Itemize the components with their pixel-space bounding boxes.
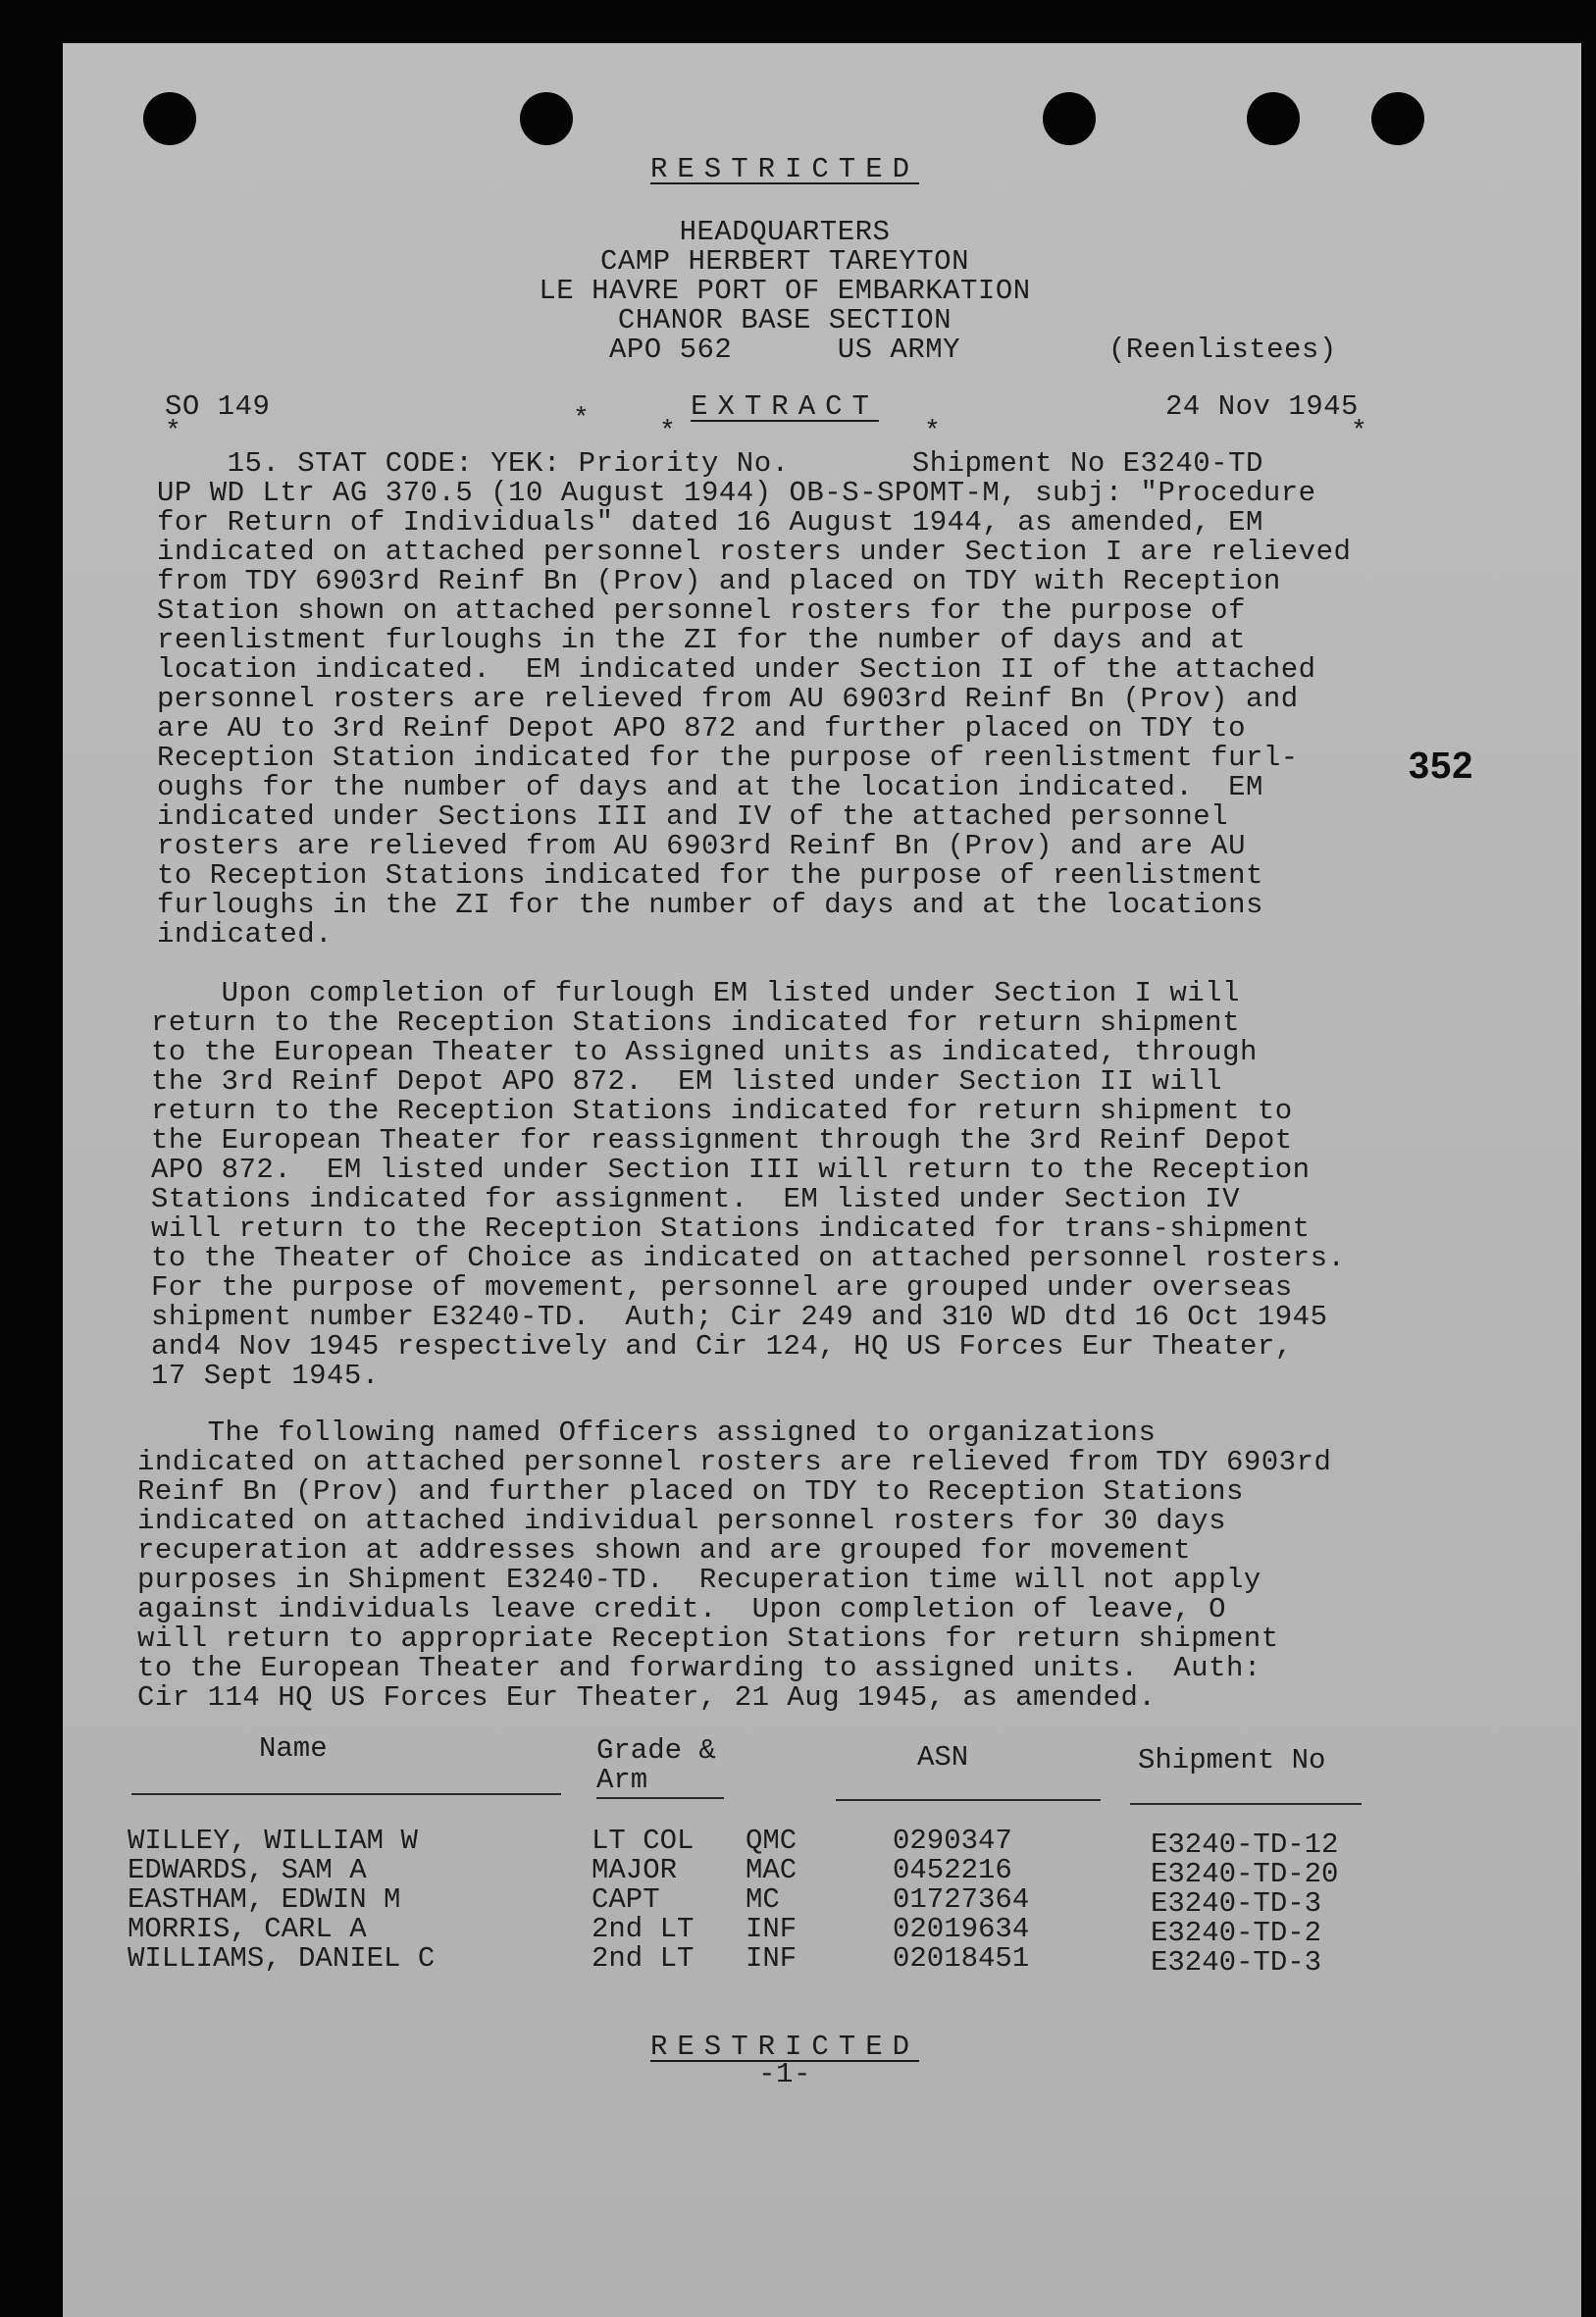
table-row xyxy=(128,1913,1403,1949)
officer-shipment: E3240-TD-2 xyxy=(1151,1917,1322,1949)
order-date: 24 Nov 1945 xyxy=(1165,390,1359,423)
text-line: reenlistment furloughs in the ZI for the number of days and at xyxy=(157,624,1246,656)
text-line: are AU to 3rd Reinf Depot APO 872 and further placed on TDY to xyxy=(157,712,1246,745)
table-row xyxy=(128,1854,1403,1890)
text-line: For the purpose of movement, personnel are grouped under overseas xyxy=(151,1271,1293,1304)
header-underline xyxy=(836,1799,1101,1801)
text-line: from TDY 6903rd Reinf Bn (Prov) and placed on TDY with Reception xyxy=(157,565,1281,597)
column-header-grade-arm: Grade & Arm xyxy=(596,1734,716,1796)
officer-shipment: E3240-TD-20 xyxy=(1151,1858,1339,1890)
officer-name: WILLIAMS, DANIEL C xyxy=(128,1942,436,1975)
officer-asn: 01727364 xyxy=(893,1883,1030,1916)
margin-stamp-number: 352 xyxy=(1409,746,1474,787)
officer-arm: QMC xyxy=(746,1825,798,1857)
text-line: The following named Officers assigned to organizations xyxy=(137,1416,1157,1449)
officer-asn: 02019634 xyxy=(893,1913,1030,1945)
text-line: for Return of Individuals" dated 16 August 1944, as amended, EM xyxy=(157,506,1263,539)
asterisk-mark: * xyxy=(659,417,676,447)
org-line: HEADQUARTERS xyxy=(679,216,891,248)
officer-shipment: E3240-TD-3 xyxy=(1151,1946,1322,1979)
org-line: LE HAVRE PORT OF EMBARKATION xyxy=(539,275,1031,307)
officer-grade: CAPT xyxy=(592,1883,660,1916)
officer-arm: MC xyxy=(746,1883,780,1916)
text-line: return to the Reception Stations indicated for return shipment to xyxy=(151,1095,1293,1127)
asterisk-mark: * xyxy=(924,417,941,447)
reenlistees-remark: (Reenlistees) xyxy=(1108,334,1337,366)
text-line: the 3rd Reinf Depot APO 872. EM listed under Section II will xyxy=(151,1065,1223,1098)
officer-arm: INF xyxy=(746,1942,798,1975)
text-line: rosters are relieved from AU 6903rd Reinf Bn (Prov) and are AU xyxy=(157,830,1246,862)
text-line: Reception Station indicated for the purpose of reenlistment furl- xyxy=(157,742,1299,774)
text-line: return to the Reception Stations indicated for return shipment xyxy=(151,1006,1240,1039)
table-row xyxy=(128,1883,1403,1920)
text-line: indicated on attached individual personnel rosters for 30 days xyxy=(137,1505,1226,1537)
header-underline xyxy=(596,1797,724,1799)
text-line: to the European Theater and forwarding to assigned units. Auth: xyxy=(137,1652,1261,1684)
table-row xyxy=(128,1825,1403,1861)
officer-name: EASTHAM, EDWIN M xyxy=(128,1883,401,1916)
text-line: furloughs in the ZI for the number of days and at the locations xyxy=(157,889,1263,921)
classification-top: RESTRICTED xyxy=(649,153,920,185)
officer-grade: LT COL xyxy=(592,1825,695,1857)
officer-asn: 0452216 xyxy=(893,1854,1012,1886)
text-line: will return to appropriate Reception Stations for return shipment xyxy=(137,1622,1279,1655)
punch-hole xyxy=(143,92,196,145)
text-line: APO 872. EM listed under Section III will return to the Reception xyxy=(151,1154,1311,1186)
text-line: the European Theater for reassignment through the 3rd Reinf Depot xyxy=(151,1124,1293,1157)
asterisk-mark: * xyxy=(1351,417,1367,447)
officer-asn: 0290347 xyxy=(893,1825,1012,1857)
punch-hole xyxy=(520,92,573,145)
officer-arm: INF xyxy=(746,1913,798,1945)
text-line: oughs for the number of days and at the location indicated. EM xyxy=(157,771,1263,803)
asterisk-mark: * xyxy=(165,417,181,447)
text-line: indicated. xyxy=(157,918,334,951)
text-line: indicated on attached personnel rosters are relieved from TDY 6903rd xyxy=(137,1446,1332,1478)
text-line: indicated on attached personnel rosters under Section I are relieved xyxy=(157,536,1352,568)
officer-name: MORRIS, CARL A xyxy=(128,1913,367,1945)
org-line: CHANOR BASE SECTION xyxy=(617,304,952,336)
officer-grade: 2nd LT xyxy=(592,1913,695,1945)
column-header-name: Name xyxy=(259,1732,328,1765)
text-line: will return to the Reception Stations indicated for trans-shipment xyxy=(151,1212,1311,1245)
text-line: recuperation at addresses shown and are grouped for movement xyxy=(137,1534,1192,1567)
text-line: 15. STAT CODE: YEK: Priority No. Shipment No E3240-TD xyxy=(157,447,1263,480)
text-line: against individuals leave credit. Upon completion of leave, O xyxy=(137,1593,1226,1625)
text-line: indicated under Sections III and IV of the attached personnel xyxy=(157,800,1229,833)
text-line: purposes in Shipment E3240-TD. Recuperation time will not apply xyxy=(137,1564,1261,1596)
page-number: -1- xyxy=(758,2058,811,2090)
asterisk-mark: * xyxy=(573,404,590,435)
officer-arm: MAC xyxy=(746,1854,798,1886)
order-number: SO 149 xyxy=(165,390,271,423)
officer-grade: 2nd LT xyxy=(592,1942,695,1975)
text-line: to Reception Stations indicated for the purpose of reenlistment xyxy=(157,859,1263,892)
text-line: personnel rosters are relieved from AU 6903rd Reinf Bn (Prov) and xyxy=(157,683,1299,715)
officer-shipment: E3240-TD-3 xyxy=(1151,1887,1322,1920)
text-line: Stations indicated for assignment. EM listed under Section IV xyxy=(151,1183,1240,1215)
org-line: CAMP HERBERT TAREYTON xyxy=(600,245,969,278)
text-line: Cir 114 HQ US Forces Eur Theater, 21 Aug 1945, as amended. xyxy=(137,1681,1157,1714)
text-line: and4 Nov 1945 respectively and Cir 124, HQ US Forces Eur Theater, xyxy=(151,1330,1293,1363)
extract-title: EXTRACT xyxy=(691,390,879,423)
header-underline xyxy=(131,1793,561,1795)
column-header-shipment: Shipment No xyxy=(1138,1744,1326,1776)
officer-name: EDWARDS, SAM A xyxy=(128,1854,367,1886)
officer-name: WILLEY, WILLIAM W xyxy=(128,1825,418,1857)
text-line: Reinf Bn (Prov) and further placed on TDY to Reception Stations xyxy=(137,1475,1244,1508)
text-line: Station shown on attached personnel rosters for the purpose of xyxy=(157,594,1246,627)
officer-shipment: E3240-TD-12 xyxy=(1151,1828,1339,1861)
officer-asn: 02018451 xyxy=(893,1942,1030,1975)
punch-hole xyxy=(1043,92,1096,145)
officer-grade: MAJOR xyxy=(592,1854,678,1886)
classification-bottom: RESTRICTED xyxy=(649,2031,920,2063)
org-line: APO 562 US ARMY xyxy=(608,334,961,366)
text-line: Upon completion of furlough EM listed under Section I will xyxy=(151,977,1240,1009)
column-header-asn: ASN xyxy=(917,1741,969,1774)
table-row xyxy=(128,1942,1403,1979)
text-line: shipment number E3240-TD. Auth; Cir 249 and 310 WD dtd 16 Oct 1945 xyxy=(151,1301,1328,1333)
text-line: to the European Theater to Assigned units as indicated, through xyxy=(151,1036,1258,1068)
text-line: location indicated. EM indicated under Section II of the attached xyxy=(157,653,1316,686)
text-line: 17 Sept 1945. xyxy=(151,1360,380,1392)
header-underline xyxy=(1130,1803,1362,1805)
punch-hole xyxy=(1247,92,1300,145)
text-line: to the Theater of Choice as indicated on attached personnel rosters. xyxy=(151,1242,1346,1274)
punch-hole xyxy=(1371,92,1424,145)
text-line: UP WD Ltr AG 370.5 (10 August 1944) OB-S-SPOMT-M, subj: "Procedure xyxy=(157,477,1316,509)
